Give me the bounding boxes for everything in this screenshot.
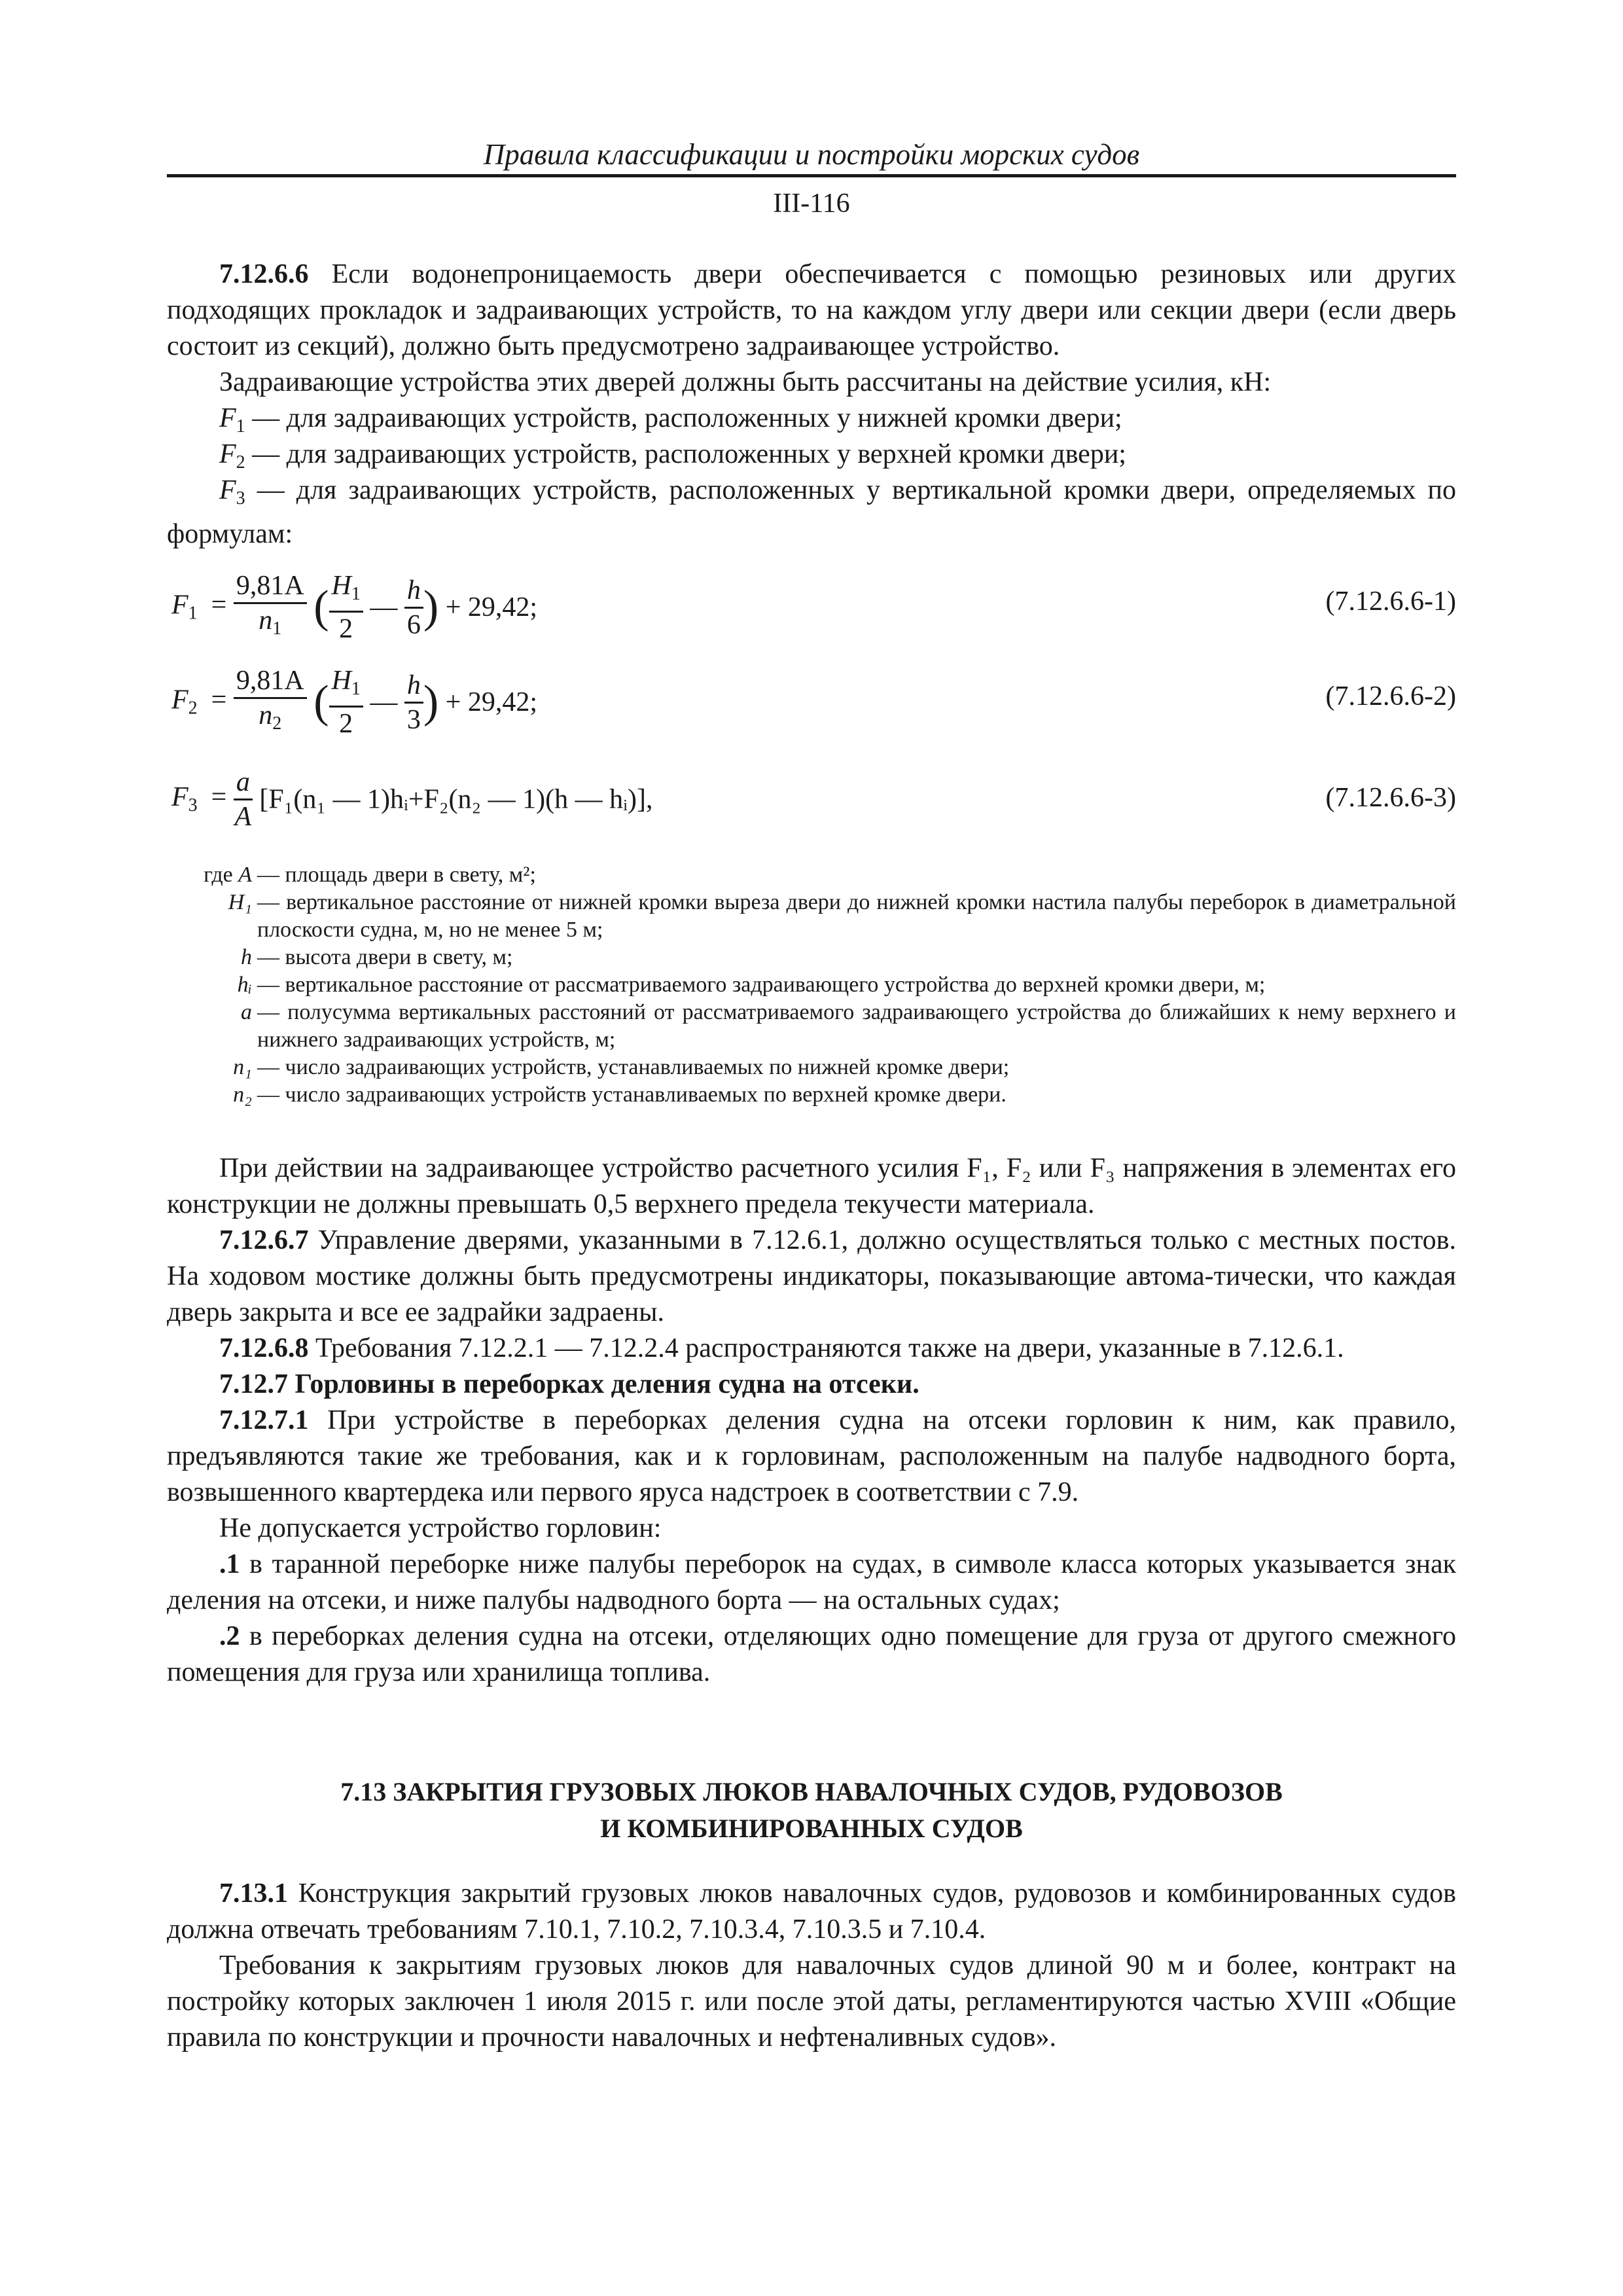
equation-number-1: (7.12.6.6-1)	[1325, 586, 1456, 617]
list-item-2: .2 в переборках деления судна на отсеки, отделяющих одно помещение для груза от другого смежного помещения для груза или хранилища топлива.	[167, 1621, 1456, 1687]
paragraph-7-12-6-8: 7.12.6.8 Требования 7.12.2.1 — 7.12.2.4 распространяются также на двери, указанные в 7.12.6.1.	[219, 1333, 1344, 1363]
force-line-f1: $F_1$ — для задраивающих устройств, расположенных у нижней кромки двери;	[219, 403, 1122, 437]
section-heading-line-2: И КОМБИНИРОВАННЫХ СУДОВ	[600, 1814, 1023, 1843]
force-line-f2: $F_2$ — для задраивающих устройств, расположенных у верхней кромки двери;	[219, 439, 1126, 473]
paragraph-forces-intro: Задраивающие устройства этих дверей должны быть рассчитаны на действие усилия, кН:	[219, 367, 1272, 397]
running-title: Правила классификации и постройки морских судов	[483, 138, 1140, 171]
force-line-f3: $F_3$ — для задраивающих устройств, расположенных у вертикальной кромки двери, определяемых по формулам:	[167, 475, 1456, 549]
clause-number: 7.12.6.6	[219, 259, 309, 289]
formula-3: $F_3$ = $\frac{a}{A}$ [F₁(n₁ — 1)hᵢ+F₂(n₂ — 1)(h — hᵢ)],	[171, 767, 653, 832]
equation-number-3: (7.12.6.6-3)	[1325, 783, 1456, 813]
paragraph-7-12-6-7: 7.12.6.7 Управление дверями, указанными в 7.12.6.1, должно осуществляться только с местных постов. На ходовом мостике должны быть предусмотрены индикаторы, показывающие автома-тически, что каждая дверь закрыта и все ее задрайки задраены.	[167, 1225, 1456, 1327]
section-heading-line-1: 7.13 ЗАКРЫТИЯ ГРУЗОВЫХ ЛЮКОВ НАВАЛОЧНЫХ СУДОВ, РУДОВОЗОВ	[340, 1777, 1283, 1806]
equation-number-2: (7.12.6.6-2)	[1325, 681, 1456, 711]
paragraph-7-13-1: 7.13.1 Конструкция закрытий грузовых люков навалочных судов, рудовозов и комбинированных судов должна отвечать требованиям 7.10.1, 7.10.2, 7.10.3.4, 7.10.3.5 и 7.10.4.	[167, 1878, 1456, 1945]
formula-2: $F_2$ = $\frac{9,81A}{n_2}$ ( $\frac{H_1}{2}$ — $\frac{h}{3}$ ) + 29,42;	[171, 666, 538, 739]
list-item-1: .1 в таранной переборке ниже палубы переборок на судах, в символе класса которых указывается знак деления на отсеки, и ниже палубы надводного борта — на остальных судах;	[167, 1549, 1456, 1615]
definition-h1: H₁ — вертикальное расстояние от нижней кромки выреза двери до нижней кромки настила палубы переборок в диаметральной плоскости судна, м, но не менее 5 м;	[228, 890, 1456, 942]
paragraph-not-allowed: Не допускается устройство горловин:	[219, 1513, 662, 1543]
section-heading-7-13	[167, 1774, 1456, 1847]
paragraph-stress-limit: При действии на задраивающее устройство расчетного усилия F₁, F₂ или F₃ напряжения в элементах его конструкции не должны превышать 0,5 верхнего предела текучести материала.	[167, 1153, 1456, 1219]
paragraph-bulk-carriers-requirements: Требования к закрытиям грузовых люков для навалочных судов длиной 90 м и более, контракт на постройку которых заключен 1 июля 2015 г. или после этой даты, регламентируются частью XVIII «Общие правила по конструкции и прочности навалочных и нефтеналивных судов».	[167, 1950, 1456, 2053]
heading-7-12-7: 7.12.7 Горловины в переборках деления судна на отсеки.	[219, 1369, 919, 1399]
paragraph-text: Если водонепроницаемость двери обеспечивается с помощью резиновых или других подходящих прокладок и задраивающих устройств, то на каждом углу двери или секции двери (если дверь состоит из секций), должно быть предусмотрено задраивающее устройство.	[167, 259, 1456, 361]
definition-a-half-sum: a — полусумма вертикальных расстояний от рассматриваемого задраивающего устройства до ближайших к нему верхнего и нижнего задраивающих устройств, м;	[241, 1000, 1456, 1052]
paragraph-7-12-7-1: 7.12.7.1 При устройстве в переборках деления судна на отсеки горловин к ним, как правило, предъявляются такие же требования, как и к горловинам, расположенным на палубе надводного борта, возвышенного квартердека или первого яруса надстроек в соответствии с 7.9.	[167, 1405, 1456, 1507]
header-rule	[167, 174, 1456, 177]
paragraph-7-12-6-6	[167, 257, 1456, 365]
formula-1: $F_1$ = $\frac{9,81A}{n_1}$ ( $\frac{H_1}{2}$ — $\frac{h}{6}$ ) + 29,42;	[171, 571, 538, 644]
page-number: III-116	[773, 188, 850, 219]
